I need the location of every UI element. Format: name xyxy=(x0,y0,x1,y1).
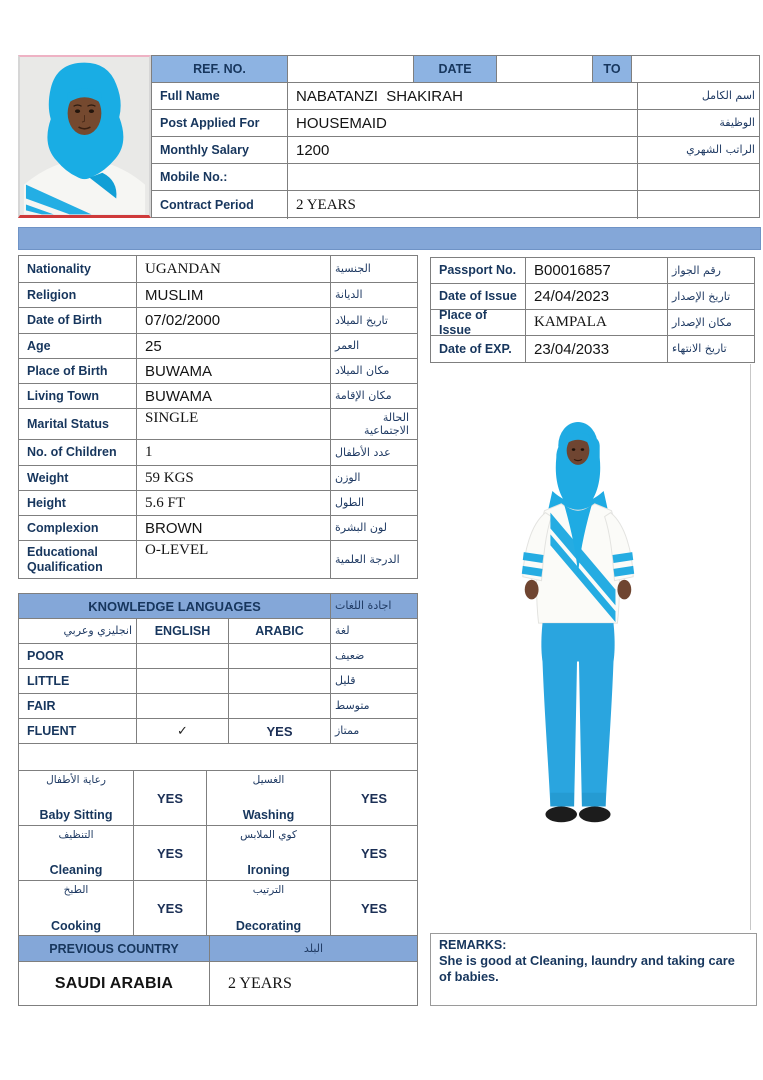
religion-value: MUSLIM xyxy=(137,283,331,308)
table-row xyxy=(19,359,417,384)
living-town-arabic-label: مكان الإقامة xyxy=(331,384,417,409)
post-applied-label: Post Applied For xyxy=(152,110,288,137)
languages-title-arabic: اجادة اللغات xyxy=(331,594,417,619)
cooking-label: Cooking xyxy=(51,919,101,933)
date-of-birth-arabic-label: تاريخ الميلاد xyxy=(331,308,417,334)
passport-no-value: B00016857 xyxy=(526,258,668,284)
languages-subheader-row xyxy=(19,619,417,644)
full-name-label: Full Name xyxy=(152,83,288,110)
complexion-label: Complexion xyxy=(19,516,137,541)
cleaning-label: Cleaning xyxy=(49,863,103,877)
mobile-no-arabic-label xyxy=(638,164,759,191)
complexion-value: BROWN xyxy=(137,516,331,541)
complexion-arabic-label: لون البشرة xyxy=(331,516,417,541)
date-of-exp-label: Date of EXP. xyxy=(431,336,526,362)
full-name-arabic-label: اسم الكامل xyxy=(638,83,759,110)
table-row xyxy=(19,516,417,541)
education-value: O-LEVEL xyxy=(137,541,331,578)
table-row xyxy=(19,256,417,283)
date-of-issue-value: 24/04/2023 xyxy=(526,284,668,310)
spacer-cell xyxy=(19,744,417,771)
children-label: No. of Children xyxy=(19,440,137,466)
to-header: TO xyxy=(593,56,632,83)
date-of-birth-value: 07/02/2000 xyxy=(137,308,331,334)
poor-label: POOR xyxy=(19,644,137,669)
children-arabic-label: عدد الأطفال xyxy=(331,440,417,466)
languages-table xyxy=(18,593,418,772)
contract-period-arabic-label xyxy=(638,191,759,219)
education-label: Educational Qualification xyxy=(19,541,137,578)
table-row xyxy=(19,440,417,466)
living-town-label: Living Town xyxy=(19,384,137,409)
table-row xyxy=(152,137,759,164)
previous-country-header-row xyxy=(19,936,417,962)
little-arabic-value xyxy=(229,669,331,694)
ironing-value: YES xyxy=(331,826,417,881)
decorating-cell xyxy=(207,881,331,936)
marital-status-value: SINGLE xyxy=(137,409,331,440)
date-of-exp-arabic-label: تاريخ الانتهاء xyxy=(672,342,727,356)
arabic-column-header: ARABIC xyxy=(229,619,331,644)
contract-period-label: Contract Period xyxy=(152,191,288,219)
ref-no-value xyxy=(288,56,414,83)
mobile-no-value xyxy=(288,164,638,191)
table-row xyxy=(19,334,417,359)
poor-arabic-value xyxy=(229,644,331,669)
cooking-arabic-label: الطبخ xyxy=(63,884,89,896)
table-row xyxy=(19,541,417,578)
remarks-title: REMARKS: xyxy=(439,938,507,952)
full-name-value: NABATANZI SHAKIRAH xyxy=(288,83,638,110)
age-arabic-label: العمر xyxy=(331,334,417,359)
fluent-arabic-label: ممتاز xyxy=(331,719,417,744)
table-row xyxy=(19,694,417,719)
washing-label: Washing xyxy=(242,808,295,822)
weight-value: 59 KGS xyxy=(137,466,331,491)
table-row xyxy=(19,719,417,744)
table-row xyxy=(152,83,759,110)
date-of-birth-label: Date of Birth xyxy=(19,308,137,334)
date-of-issue-arabic-label: تاريخ الإصدار xyxy=(668,284,754,310)
english-column-header: ENGLISH xyxy=(137,619,229,644)
passport-no-label: Passport No. xyxy=(431,258,526,284)
decorating-value: YES xyxy=(360,901,387,916)
ironing-arabic-label: كوي الملابس xyxy=(240,829,297,841)
previous-country-value: SAUDI ARABIA xyxy=(19,962,210,1005)
table-row xyxy=(19,826,417,881)
living-town-value: BUWAMA xyxy=(137,384,331,409)
cleaning-value: YES xyxy=(134,826,207,881)
table-row xyxy=(19,771,417,826)
table-row xyxy=(152,110,759,137)
washing-cell xyxy=(207,771,331,826)
table-row xyxy=(19,409,417,440)
weight-label: Weight xyxy=(19,466,137,491)
weight-arabic-label: الوزن xyxy=(331,466,417,491)
languages-col-right-arabic: لغة xyxy=(331,619,417,644)
place-of-issue-arabic-label: مكان الإصدار xyxy=(668,310,754,336)
table-row xyxy=(19,669,417,694)
ref-no-header: REF. NO. xyxy=(152,56,288,83)
fluent-arabic-value: YES xyxy=(229,719,331,744)
fair-english-value xyxy=(137,694,229,719)
cooking-cell xyxy=(19,881,134,936)
date-of-issue-label: Date of Issue xyxy=(431,284,526,310)
marital-status-arabic-label: الحالة الاجتماعية xyxy=(331,409,417,440)
previous-country-title: PREVIOUS COUNTRY xyxy=(19,936,210,962)
table-row xyxy=(19,491,417,516)
baby-sitting-value: YES xyxy=(134,771,207,826)
table-row xyxy=(431,336,754,362)
monthly-salary-label: Monthly Salary xyxy=(152,137,288,164)
poor-arabic-label: ضعيف xyxy=(331,644,417,669)
post-applied-arabic-label: الوظيفة xyxy=(638,110,759,137)
decorating-arabic-label: الترتيب xyxy=(252,884,285,896)
place-of-birth-label: Place of Birth xyxy=(19,359,137,384)
education-arabic-label: الدرجة العلمية xyxy=(335,552,400,566)
table-row xyxy=(431,284,754,310)
little-label: LITTLE xyxy=(19,669,137,694)
height-value: 5.6 FT xyxy=(137,491,331,516)
table-row xyxy=(19,308,417,334)
washing-value: YES xyxy=(331,771,417,826)
ironing-cell xyxy=(207,826,331,881)
table-row xyxy=(19,283,417,308)
to-value xyxy=(632,56,759,83)
age-value: 25 xyxy=(137,334,331,359)
marital-status-label: Marital Status xyxy=(19,409,137,440)
religion-label: Religion xyxy=(19,283,137,308)
personal-details-table xyxy=(18,255,418,579)
remarks-text: She is good at Cleaning, laundry and taking care of babies. xyxy=(439,953,735,984)
languages-header-row xyxy=(19,594,417,619)
fair-arabic-label: متوسط xyxy=(331,694,417,719)
monthly-salary-arabic-label: الراتب الشهري xyxy=(638,137,759,164)
passport-details-table xyxy=(430,257,755,363)
religion-arabic-label: الديانة xyxy=(331,283,417,308)
cooking-value: YES xyxy=(134,881,207,936)
table-row xyxy=(19,466,417,491)
monthly-salary-value: 1200 xyxy=(288,137,638,164)
poor-english-value xyxy=(137,644,229,669)
place-of-birth-value: BUWAMA xyxy=(137,359,331,384)
height-label: Height xyxy=(19,491,137,516)
little-arabic-label: قليل xyxy=(331,669,417,694)
previous-country-duration: 2 YEARS xyxy=(228,974,292,992)
age-label: Age xyxy=(19,334,137,359)
date-value xyxy=(497,56,593,83)
languages-col-left-arabic: انجليزي وعربي xyxy=(19,619,137,644)
previous-country-table xyxy=(18,935,418,1006)
remarks-box xyxy=(430,933,757,1006)
headshot-illustration xyxy=(20,57,149,215)
section-separator-band xyxy=(18,227,761,250)
table-row xyxy=(19,384,417,409)
table-row xyxy=(19,644,417,669)
languages-spacer-row xyxy=(19,744,417,771)
children-value: 1 xyxy=(137,440,331,466)
previous-country-title-arabic: البلد xyxy=(210,936,417,962)
right-column-divider xyxy=(750,364,751,930)
washing-arabic-label: الغسيل xyxy=(252,774,285,786)
fluent-english-checkmark: ✓ xyxy=(137,719,229,744)
table-row xyxy=(431,258,754,284)
nationality-arabic-label: الجنسية xyxy=(331,256,417,283)
place-of-birth-arabic-label: مكان الميلاد xyxy=(331,359,417,384)
table-row xyxy=(152,191,759,219)
place-of-issue-label: Place of Issue xyxy=(431,310,526,336)
place-of-issue-value: KAMPALA xyxy=(526,310,668,336)
skills-table xyxy=(18,770,418,937)
cleaning-arabic-label: التنظيف xyxy=(58,829,94,841)
fair-label: FAIR xyxy=(19,694,137,719)
baby-sitting-label: Baby Sitting xyxy=(39,808,113,822)
fair-arabic-value xyxy=(229,694,331,719)
previous-country-value-row xyxy=(19,962,417,1005)
cleaning-cell xyxy=(19,826,134,881)
post-applied-value: HOUSEMAID xyxy=(288,110,638,137)
nationality-label: Nationality xyxy=(19,256,137,283)
baby-sitting-arabic-label: رعاية الأطفال xyxy=(46,774,106,786)
mobile-no-label: Mobile No.: xyxy=(152,164,288,191)
applicant-headshot-photo xyxy=(18,55,151,218)
contract-period-value: 2 YEARS xyxy=(288,191,638,219)
fullbody-illustration xyxy=(497,418,659,842)
date-header: DATE xyxy=(414,56,497,83)
table-row xyxy=(152,164,759,191)
top-header-row xyxy=(152,56,759,83)
decorating-label: Decorating xyxy=(235,919,302,933)
languages-title: KNOWLEDGE LANGUAGES xyxy=(19,594,331,619)
date-of-exp-value: 23/04/2033 xyxy=(526,336,668,362)
height-arabic-label: الطول xyxy=(331,491,417,516)
ironing-label: Ironing xyxy=(247,863,290,877)
fluent-label: FLUENT xyxy=(19,719,137,744)
top-info-table xyxy=(151,55,760,218)
little-english-value xyxy=(137,669,229,694)
table-row xyxy=(19,881,417,936)
nationality-value: UGANDAN xyxy=(137,256,331,283)
baby-sitting-cell xyxy=(19,771,134,826)
applicant-fullbody-photo xyxy=(497,418,659,842)
table-row xyxy=(431,310,754,336)
passport-no-arabic-label: رقم الجواز xyxy=(668,258,754,284)
